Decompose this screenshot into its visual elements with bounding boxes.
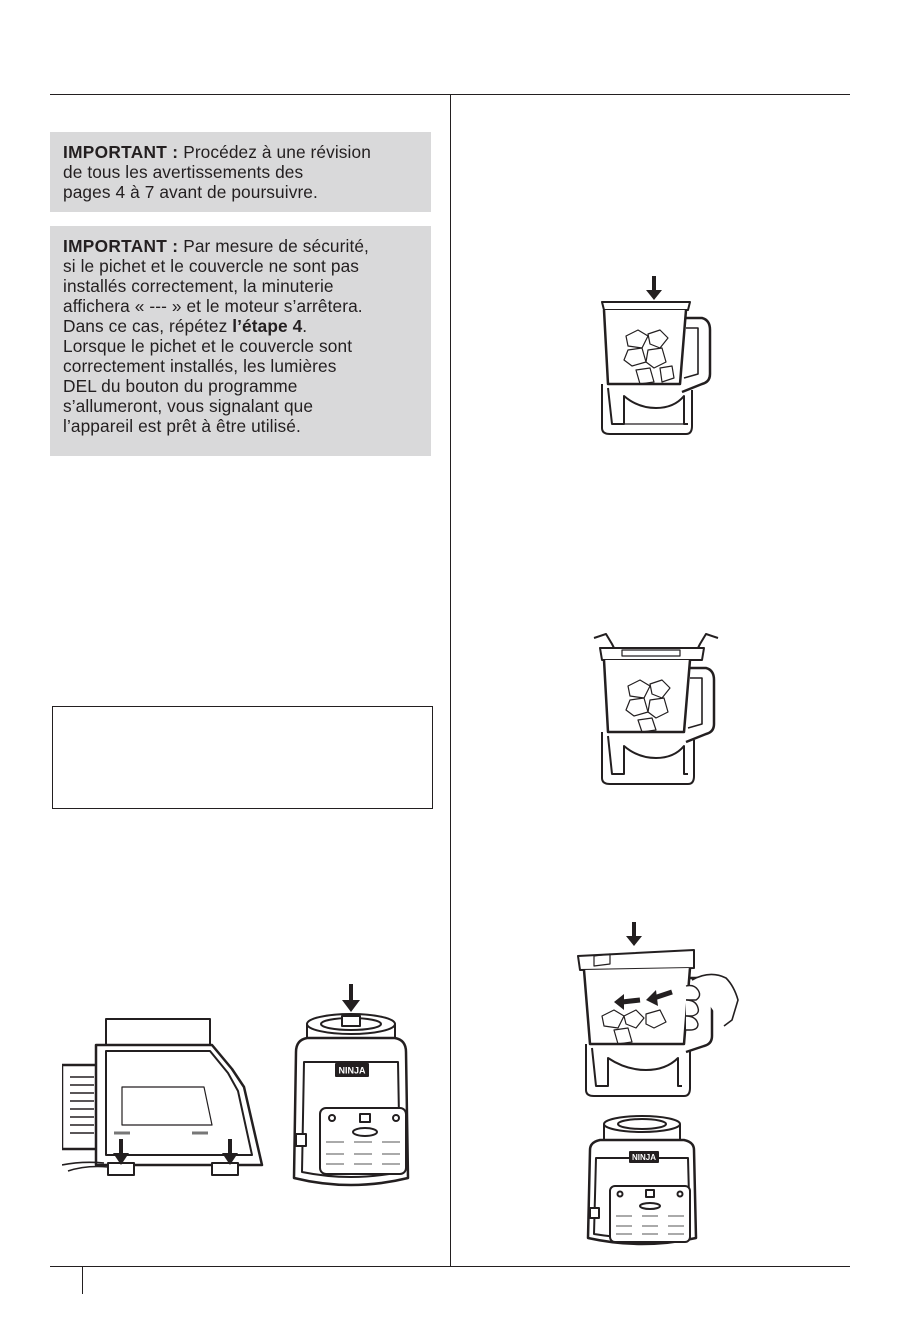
- notice-lead: IMPORTANT :: [63, 236, 179, 256]
- brand-logo: NINJA: [338, 1065, 366, 1076]
- notice-text: installés correctement, la minuterie: [63, 276, 334, 296]
- notice-text: Lorsque le pichet et le couvercle sont: [63, 336, 353, 356]
- notice-text: pages 4 à 7 avant de poursuivre.: [63, 182, 318, 202]
- pitcher-lid-down-arrow-icon: [598, 274, 716, 438]
- notice-text: DEL du bouton du programme: [63, 376, 298, 396]
- column-divider: [450, 94, 451, 1266]
- blender-base-side-view-icon: [62, 1015, 264, 1177]
- important-notice-review: [50, 132, 431, 212]
- empty-note-box: [52, 706, 433, 809]
- blender-base-front-view-icon: [290, 982, 412, 1190]
- step-reference: l’étape 4: [232, 316, 303, 336]
- bottom-rule: [50, 1266, 850, 1267]
- pitcher-lid-locked-icon: [592, 630, 720, 788]
- notice-lead: IMPORTANT :: [63, 142, 179, 162]
- notice-text: Procédez à une révision: [183, 142, 371, 162]
- notice-text: si le pichet et le couvercle ne sont pas: [63, 256, 360, 276]
- notice-text: de tous les avertissements des: [63, 162, 304, 182]
- notice-text: Dans ce cas, répétez: [63, 316, 233, 336]
- pitcher-installed-on-base-icon: [574, 920, 744, 1098]
- brand-logo: NINJA: [631, 1153, 657, 1162]
- blender-base-bottom-view-icon: [584, 1108, 702, 1248]
- notice-text: s’allumeront, vous signalant que: [63, 396, 314, 416]
- notice-text: affichera « --- » et le moteur s’arrêtera.: [63, 296, 363, 316]
- important-notice-safety: IMPORTANT : Par mesure de sécurité, si le pichet et le couvercle ne sont pas installés correctement, la minuterie affichera « --- » et le moteur s’arrêtera. Dans ce cas, répétez l’étape 4. Lorsque le pichet et le couvercle sont correctement installés, les lumières DEL du bouton du programme s’allumeront, vous signalant que l’appareil est prêt à être utilisé.: [50, 226, 431, 456]
- notice-text: l’appareil est prêt à être utilisé.: [63, 416, 301, 436]
- notice-text: Par mesure de sécurité,: [183, 236, 369, 256]
- notice-text: correctement installés, les lumières: [63, 356, 337, 376]
- page-number-tick: [82, 1266, 83, 1294]
